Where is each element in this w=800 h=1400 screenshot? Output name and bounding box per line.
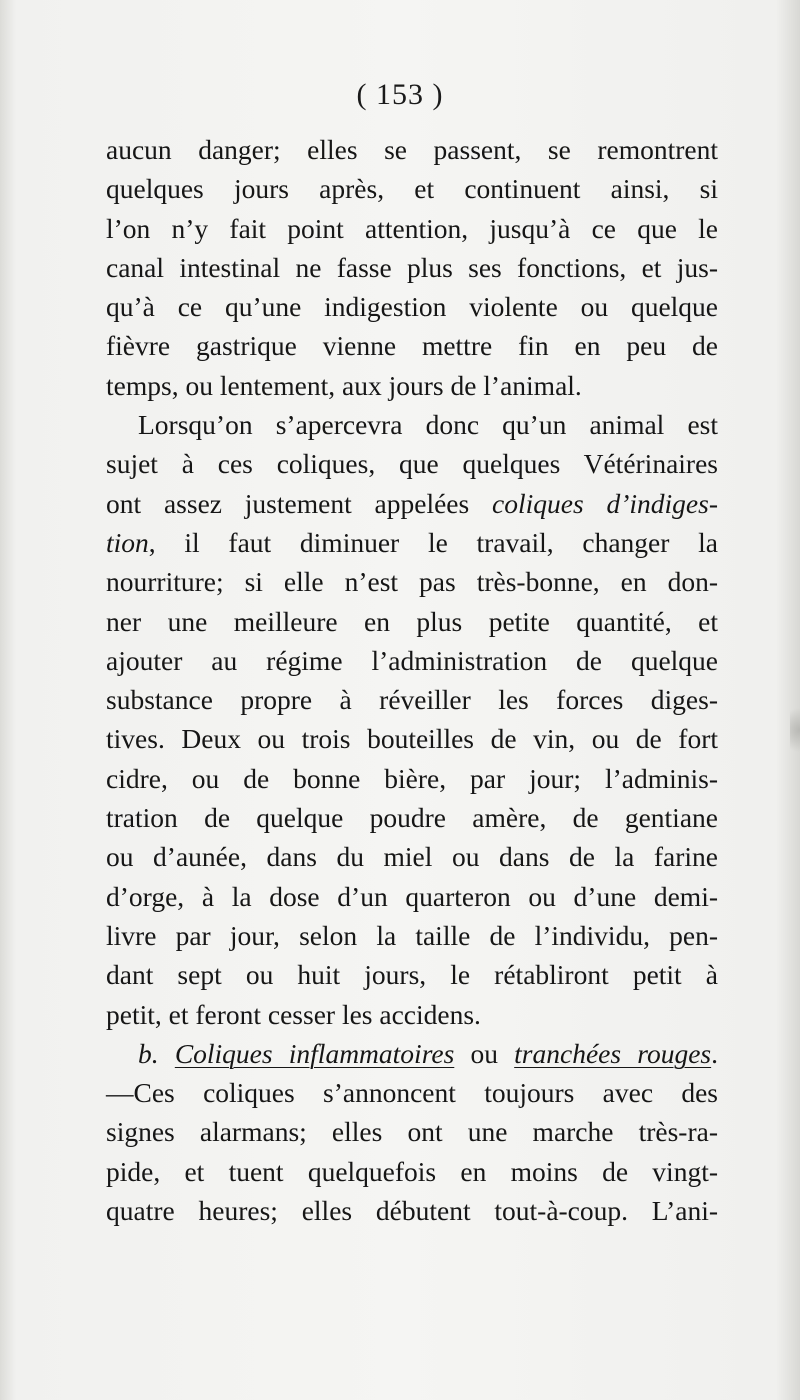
text-segment: signes alarmans; elles ont une marche très-ra- bbox=[106, 1116, 718, 1148]
italic-text: Coliques inflammatoires bbox=[174, 1037, 455, 1069]
text-line bbox=[106, 798, 718, 837]
text-segment: tives. Deux ou trois bouteilles de vin, ou de fort bbox=[106, 723, 718, 755]
text-segment: Lorsqu’on s’apercevra donc qu’un animal est bbox=[138, 409, 718, 441]
text-segment: livre par jour, selon la taille de l’individu, pen- bbox=[106, 919, 718, 951]
italic-text: tion bbox=[106, 526, 149, 558]
italic-text: tranchées rouges bbox=[514, 1037, 712, 1069]
text-line bbox=[106, 1034, 718, 1073]
text-line bbox=[106, 248, 718, 287]
text-segment: dant sept ou huit jours, le rétabliront petit à bbox=[106, 959, 718, 991]
text-line bbox=[106, 837, 718, 876]
text-segment: substance propre à réveiller les forces diges- bbox=[106, 684, 718, 716]
text-line bbox=[106, 719, 718, 758]
text-line bbox=[106, 130, 718, 169]
text-segment: temps, ou lentement, aux jours de l’animal. bbox=[106, 369, 582, 401]
text-line bbox=[106, 1152, 718, 1191]
text-line bbox=[106, 680, 718, 719]
text-segment: qu’à ce qu’une indigestion violente ou quelque bbox=[106, 291, 718, 323]
text-line bbox=[106, 287, 718, 326]
body-text bbox=[106, 130, 718, 1230]
text-line bbox=[106, 877, 718, 916]
text-segment: nourriture; si elle n’est pas très-bonne, en don- bbox=[106, 566, 718, 598]
text-line bbox=[106, 366, 718, 405]
text-segment: cidre, ou de bonne bière, par jour; l’adminis- bbox=[106, 762, 718, 794]
text-segment: petit, et feront cesser les accidens. bbox=[106, 998, 481, 1030]
text-line bbox=[106, 444, 718, 483]
text-segment: ner une meilleure en plus petite quantité, et bbox=[106, 605, 718, 637]
text-line bbox=[106, 759, 718, 798]
text-line bbox=[106, 523, 718, 562]
text-segment: pide, et tuent quelquefois en moins de vingt- bbox=[106, 1155, 718, 1187]
text-segment: , il faut diminuer le travail, changer la bbox=[148, 526, 718, 558]
text-segment: d’orge, à la dose d’un quarteron ou d’une demi- bbox=[106, 880, 718, 912]
italic-text: coliques d’indiges- bbox=[492, 487, 718, 519]
text-line bbox=[106, 916, 718, 955]
text-segment: ou bbox=[454, 1037, 515, 1069]
text-segment: quelques jours après, et continuent ainsi, si bbox=[106, 173, 718, 205]
text-segment: ajouter au régime l’administration de quelque bbox=[106, 644, 718, 676]
text-segment: tration de quelque poudre amère, de gentiane bbox=[106, 802, 718, 834]
text-segment: canal intestinal ne fasse plus ses fonctions, et jus- bbox=[106, 251, 718, 283]
text-line bbox=[106, 955, 718, 994]
text-line bbox=[106, 602, 718, 641]
page-number: ( 153 ) bbox=[356, 78, 444, 111]
text-segment: sujet à ces coliques, que quelques Vétérinaires bbox=[106, 448, 718, 480]
text-line bbox=[106, 1191, 718, 1230]
text-line bbox=[106, 641, 718, 680]
text-line bbox=[106, 995, 718, 1034]
text-segment: fièvre gastrique vienne mettre fin en peu de bbox=[106, 330, 718, 362]
text-line bbox=[106, 562, 718, 601]
text-line bbox=[106, 484, 718, 523]
page-edge-mark bbox=[790, 700, 800, 760]
italic-text: b. bbox=[138, 1037, 175, 1069]
text-segment: l’on n’y fait point attention, jusqu’à ce que le bbox=[106, 212, 718, 244]
text-line bbox=[106, 1112, 718, 1151]
text-line bbox=[106, 1073, 718, 1112]
text-segment: ou d’aunée, dans du miel ou dans de la farine bbox=[106, 841, 718, 873]
text-segment: quatre heures; elles débutent tout-à-coup. L’ani- bbox=[106, 1195, 718, 1227]
text-segment: . bbox=[711, 1037, 718, 1069]
text-segment: ont assez justement appelées bbox=[106, 487, 493, 519]
text-segment: —Ces coliques s’annoncent toujours avec des bbox=[106, 1077, 718, 1109]
text-line bbox=[106, 326, 718, 365]
text-line bbox=[106, 169, 718, 208]
text-line bbox=[106, 405, 718, 444]
text-segment: aucun danger; elles se passent, se remontrent bbox=[106, 134, 718, 165]
text-line bbox=[106, 209, 718, 248]
